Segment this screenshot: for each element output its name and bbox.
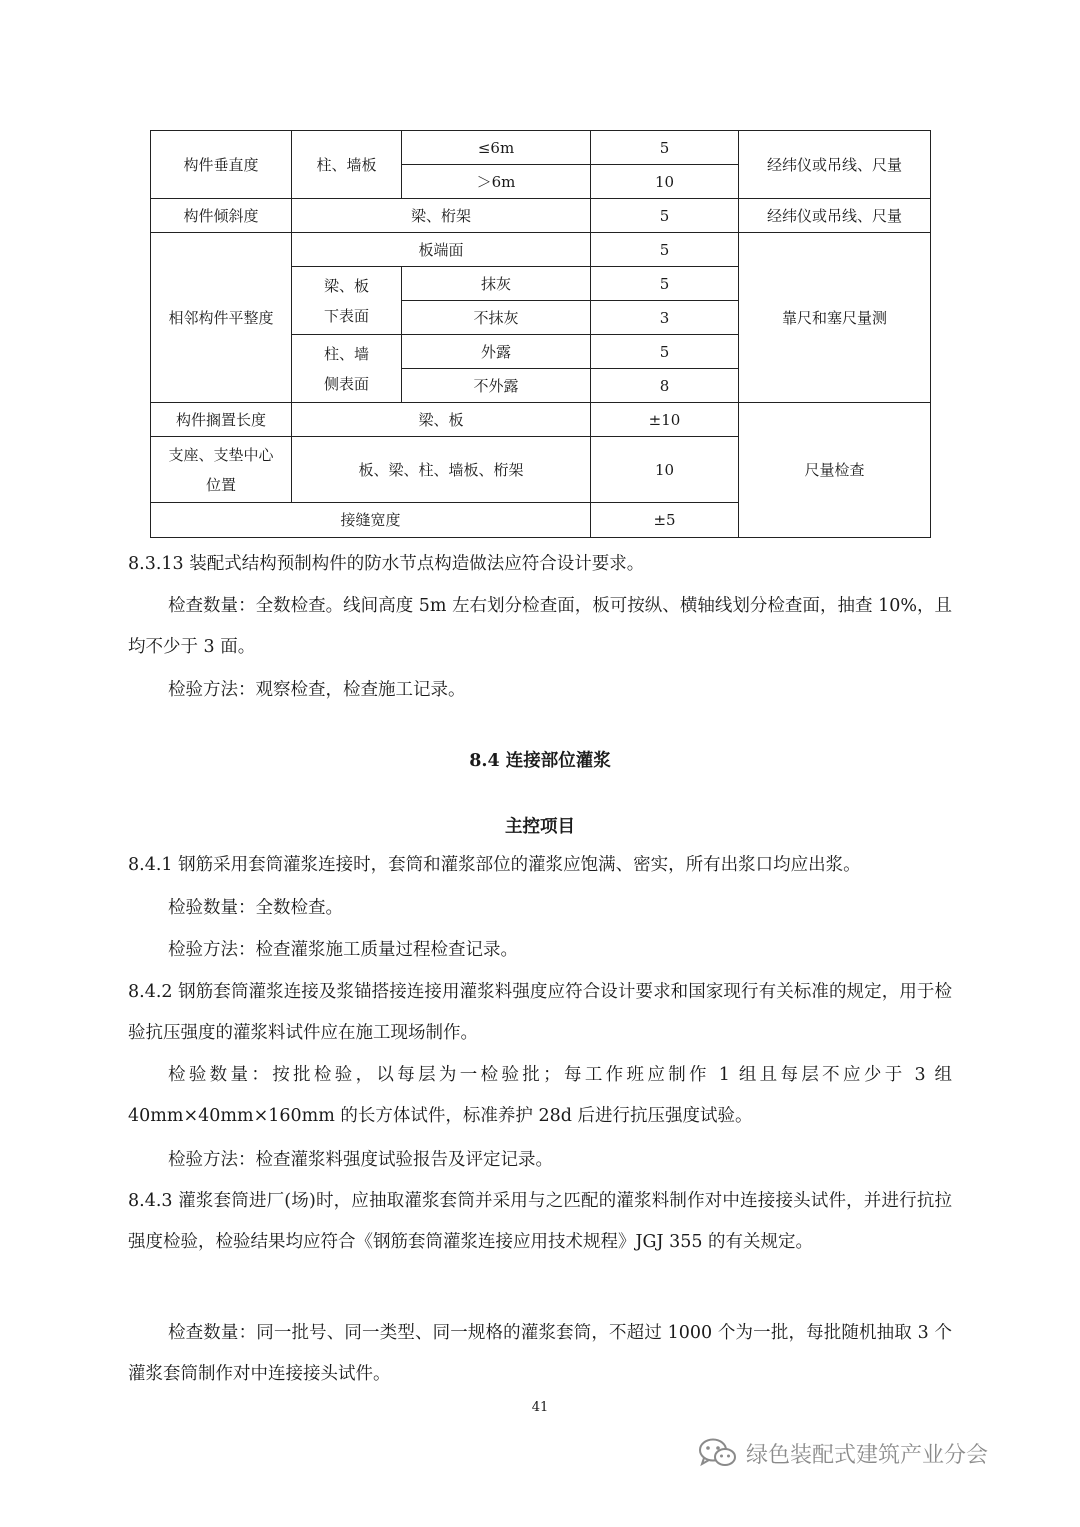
cell-item: 接缝宽度 bbox=[151, 503, 591, 538]
cell-item: 构件搁置长度 bbox=[151, 403, 292, 437]
cell-line: 柱、墙 bbox=[323, 344, 369, 363]
cell-value: 3 bbox=[591, 301, 739, 335]
clause-8-4-1-quantity: 检验数量：全数检查。 bbox=[168, 898, 343, 918]
cell-method: 靠尺和塞尺量测 bbox=[739, 233, 931, 403]
cell-value: 5 bbox=[591, 131, 739, 165]
subsection-title: 主控项目 bbox=[505, 817, 575, 837]
cell-member bbox=[292, 267, 402, 335]
cell-value: 10 bbox=[591, 165, 739, 199]
clause-8-4-3-quantity: 检查数量：同一批号、同一类型、同一规格的灌浆套筒，不超过 1000 个为一批，每批随机抽取 3 个灌浆套筒制作对中连接接头试件。 bbox=[128, 1323, 952, 1384]
cell-condition: ≤6m bbox=[402, 131, 591, 165]
cell-item: 构件倾斜度 bbox=[151, 199, 292, 233]
cell-member: 板、梁、柱、墙板、桁架 bbox=[292, 437, 591, 503]
cell-value: 10 bbox=[591, 437, 739, 503]
cell-line: 侧表面 bbox=[323, 374, 369, 393]
cell-member: 柱、墙板 bbox=[292, 131, 402, 199]
section-title: 8.4 连接部位灌浆 bbox=[469, 751, 611, 771]
watermark-text: 绿色装配式建筑产业分会 bbox=[746, 1442, 989, 1468]
clause-8-4-2-quantity: 检验数量：按批检验，以每层为一检验批；每工作班应制作 1 组且每层不应少于 3 组 40mm×40mm×160mm 的长方体试件，标准养护 28d 后进行抗压强度试验。 bbox=[128, 1065, 952, 1126]
cell-value: 5 bbox=[591, 233, 739, 267]
clause-8-4-1-method: 检验方法：检查灌浆施工质量过程检查记录。 bbox=[168, 940, 518, 960]
cell-member: 梁、桁架 bbox=[292, 199, 591, 233]
cell-line: 梁、板 bbox=[323, 276, 369, 295]
cell-condition: 不抹灰 bbox=[402, 301, 591, 335]
watermark bbox=[698, 1433, 988, 1473]
clause-8-4-1: 8.4.1 钢筋采用套筒灌浆连接时，套筒和灌浆部位的灌浆应饱满、密实，所有出浆口均应出浆。 bbox=[128, 855, 861, 875]
cell-condition: 不外露 bbox=[402, 369, 591, 403]
cell-line: 位置 bbox=[205, 475, 236, 494]
cell-method: 经纬仪或吊线、尺量 bbox=[739, 199, 931, 233]
cell-item: 构件垂直度 bbox=[151, 131, 292, 199]
cell-value: 5 bbox=[591, 199, 739, 233]
clause-8-4-3: 8.4.3 灌浆套筒进厂(场)时，应抽取灌浆套筒并采用与之匹配的灌浆料制作对中连接接头试件，并进行抗拉强度检验，检验结果均应符合《钢筋套筒灌浆连接应用技术规程》JGJ 355 的有关规定。 bbox=[128, 1191, 952, 1252]
cell-line: 支座、支垫中心 bbox=[168, 445, 274, 464]
clause-8-3-13-quantity: 检查数量：全数检查。线间高度 5m 左右划分检查面，板可按纵、横轴线划分检查面，抽查 10%，且均不少于 3 面。 bbox=[128, 596, 952, 657]
cell-method: 尺量检查 bbox=[739, 403, 931, 538]
clause-8-4-2-method: 检验方法：检查灌浆料强度试验报告及评定记录。 bbox=[168, 1150, 553, 1170]
cell-value: ±5 bbox=[591, 503, 739, 538]
cell-member: 梁、板 bbox=[292, 403, 591, 437]
cell-condition: 抹灰 bbox=[402, 267, 591, 301]
cell-member bbox=[292, 335, 402, 403]
cell-method: 经纬仪或吊线、尺量 bbox=[739, 131, 931, 199]
cell-value: 5 bbox=[591, 267, 739, 301]
clause-8-3-13: 8.3.13 装配式结构预制构件的防水节点构造做法应符合设计要求。 bbox=[128, 554, 645, 574]
page-number: 41 bbox=[531, 1400, 549, 1415]
tolerance-table bbox=[150, 130, 931, 538]
cell-condition: 外露 bbox=[402, 335, 591, 369]
cell-item bbox=[151, 437, 292, 503]
cell-condition: ＞6m bbox=[402, 165, 591, 199]
wechat-icon bbox=[698, 1437, 738, 1469]
cell-member: 板端面 bbox=[292, 233, 591, 267]
clause-8-4-2: 8.4.2 钢筋套筒灌浆连接及浆锚搭接连接用灌浆料强度应符合设计要求和国家现行有关标准的规定，用于检验抗压强度的灌浆料试件应在施工现场制作。 bbox=[128, 982, 952, 1043]
cell-item: 相邻构件平整度 bbox=[151, 233, 292, 403]
cell-value: ±10 bbox=[591, 403, 739, 437]
cell-line: 下表面 bbox=[323, 306, 369, 325]
cell-value: 8 bbox=[591, 369, 739, 403]
cell-value: 5 bbox=[591, 335, 739, 369]
clause-8-3-13-method: 检验方法：观察检查，检查施工记录。 bbox=[168, 680, 466, 700]
